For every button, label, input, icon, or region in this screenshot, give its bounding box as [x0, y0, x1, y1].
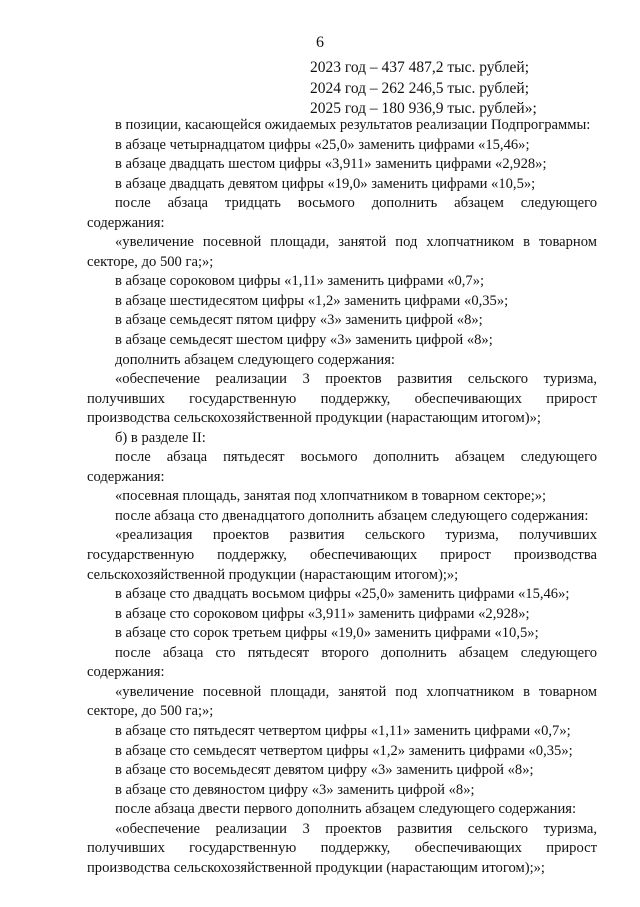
quoted-paragraph: «посевная площадь, занятая под хлопчатником в товарном секторе;»;	[115, 488, 547, 505]
quoted-paragraph: «увеличение посевной площади, занятой под хлопчатником в товарном секторе, до 500 га;»;	[87, 683, 597, 720]
amount-line-2024: 2024 год – 262 246,5 тыс. рублей;	[310, 79, 530, 97]
paragraph: после абзаца тридцать восьмого дополнить абзацем следующего содержания:	[87, 195, 597, 231]
quoted-paragraph: «реализация проектов развития сельского туризма, получивших государственную поддержку, обеспечивающих прирост производства сельскохозяйственной продукции (нарастающим итогом);»;	[87, 527, 597, 583]
page-number: 6	[316, 34, 324, 51]
quoted-paragraph: «увеличение посевной площади, занятой под хлопчатником в товарном секторе, до 500 га;»;	[87, 234, 597, 270]
paragraph: в абзаце сто восемьдесят девятом цифру «3» заменить цифрой «8»;	[115, 762, 534, 779]
paragraph: в абзаце сто сороковом цифры «3,911» заменить цифрами «2,928»;	[115, 605, 530, 622]
document-body	[87, 116, 597, 878]
paragraph: в абзаце двадцать шестом цифры «3,911» заменить цифрами «2,928»;	[115, 156, 547, 173]
paragraph: в абзаце семьдесят шестом цифру «3» заменить цифрой «8»;	[115, 332, 493, 349]
section-heading: б) в разделе II:	[115, 429, 206, 446]
paragraph: в абзаце сто двадцать восьмом цифры «25,0» заменить цифрами «15,46»;	[115, 586, 570, 603]
paragraph: в абзаце четырнадцатом цифры «25,0» заменить цифрами «15,46»;	[115, 136, 530, 153]
amount-line-2025: 2025 год – 180 936,9 тыс. рублей»;	[310, 100, 537, 118]
paragraph: дополнить абзацем следующего содержания:	[115, 351, 395, 368]
paragraph: в абзаце двадцать девятом цифры «19,0» заменить цифрами «10,5»;	[115, 175, 536, 192]
paragraph: в абзаце сто сорок третьем цифры «19,0» заменить цифрами «10,5»;	[115, 625, 539, 642]
paragraph: в абзаце сто девяностом цифру «3» заменить цифрой «8»;	[115, 781, 475, 798]
quoted-paragraph: «обеспечение реализации 3 проектов развития сельского туризма, получивших государственную поддержку, обеспечивающих прирост производства сельскохозяйственной продукции (нарастающим итогом)»;	[87, 371, 597, 427]
paragraph: после абзаца двести первого дополнить абзацем следующего содержания:	[115, 801, 577, 818]
paragraph: после абзаца сто двенадцатого дополнить абзацем следующего содержания:	[115, 507, 589, 524]
amount-line-2023: 2023 год – 437 487,2 тыс. рублей;	[310, 59, 530, 76]
paragraph: в абзаце сто семьдесят четвертом цифры «1,2» заменить цифрами «0,35»;	[115, 742, 573, 759]
paragraph: после абзаца сто пятьдесят второго дополнить абзацем следующего содержания:	[87, 644, 597, 681]
paragraph: в позиции, касающейся ожидаемых результатов реализации Подпрограммы:	[115, 117, 591, 133]
quoted-paragraph: «обеспечение реализации 3 проектов развития сельского туризма, получивших государственную поддержку, обеспечивающих прирост производства сельскохозяйственной продукции (нарастающим итогом);»;	[87, 820, 597, 876]
paragraph: в абзаце сто пятьдесят четвертом цифры «1,11» заменить цифрами «0,7»;	[115, 722, 571, 739]
paragraph: в абзаце шестидесятом цифры «1,2» заменить цифрами «0,35»;	[115, 292, 509, 309]
paragraph: в абзаце сороковом цифры «1,11» заменить цифрами «0,7»;	[115, 273, 485, 290]
paragraph: после абзаца пятьдесят восьмого дополнить абзацем следующего содержания:	[87, 449, 597, 485]
budget-amounts	[310, 58, 537, 120]
paragraph: в абзаце семьдесят пятом цифру «3» заменить цифрой «8»;	[115, 312, 483, 329]
